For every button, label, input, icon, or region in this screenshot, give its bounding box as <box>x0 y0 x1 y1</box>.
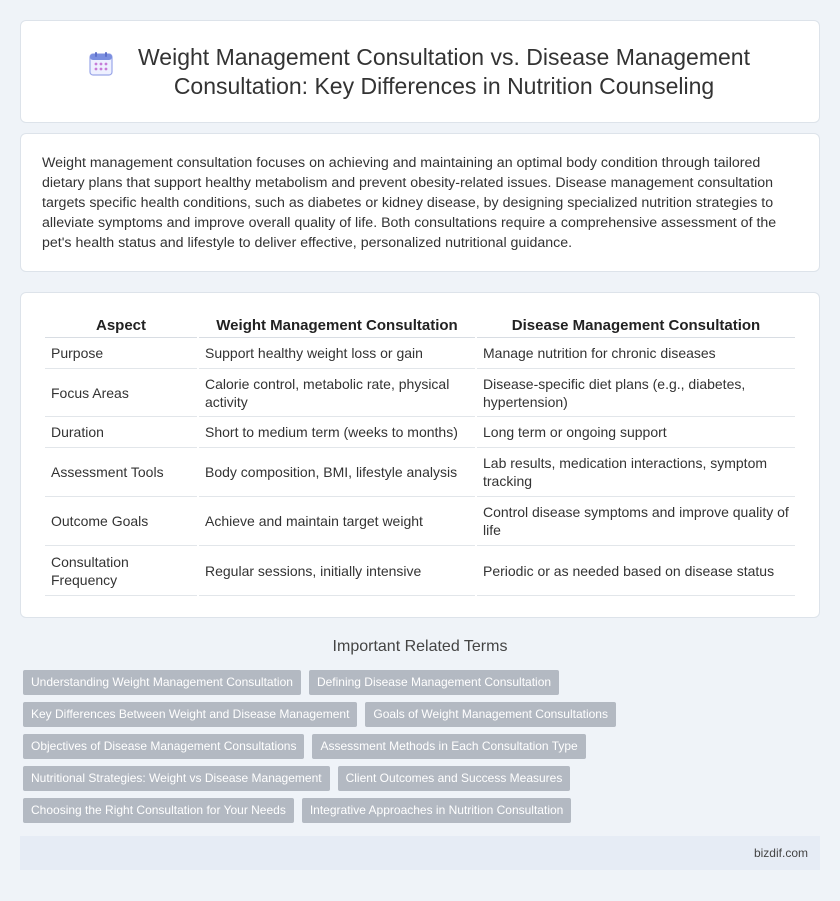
related-term-link[interactable]: Defining Disease Management Consultation <box>309 670 559 695</box>
related-term-link[interactable]: Understanding Weight Management Consultation <box>23 670 301 695</box>
table-row <box>45 546 795 596</box>
row-aspect: Focus Areas <box>45 369 197 417</box>
header-card <box>20 20 820 123</box>
table-row <box>45 338 795 369</box>
tag-row <box>23 766 813 792</box>
row-weight: Support healthy weight loss or gain <box>199 338 475 369</box>
related-term-link[interactable]: Objectives of Disease Management Consultations <box>23 734 304 759</box>
related-terms-list <box>23 670 813 830</box>
tag-row <box>23 702 813 728</box>
header-disease-management: Disease Management Consultation <box>477 312 795 338</box>
related-term-link[interactable]: Integrative Approaches in Nutrition Consultation <box>302 798 571 823</box>
calendar-icon <box>88 51 114 77</box>
related-terms-title: Important Related Terms <box>332 638 508 655</box>
header-weight-management: Weight Management Consultation <box>199 312 475 338</box>
row-aspect: Duration <box>45 417 197 448</box>
comparison-table-card <box>20 292 820 618</box>
row-disease: Disease-specific diet plans (e.g., diabetes, hypertension) <box>477 369 795 417</box>
table-header-row <box>45 312 795 338</box>
row-weight: Body composition, BMI, lifestyle analysis <box>199 448 475 497</box>
intro-paragraph: Weight management consultation focuses on achieving and maintaining an optimal body condition through tailored dietary plans that support healthy metabolism and prevent obesity-related issues. Disease management consultation targets specific health conditions, such as diabetes or kidney disease, by designing specialized nutrition strategies to alleviate symptoms and improve overall quality of life. Both consultations require a comprehensive assessment of the pet's health status and lifestyle to deliver effective, personalized nutritional guidance. <box>42 155 777 251</box>
row-weight: Calorie control, metabolic rate, physical activity <box>199 369 475 417</box>
page-title: Weight Management Consultation vs. Disease Management Consultation: Key Differences in Nutrition Counseling <box>138 43 750 99</box>
header-aspect: Aspect <box>45 312 197 338</box>
footer-site-link[interactable]: bizdif.com <box>753 846 808 860</box>
row-weight: Regular sessions, initially intensive <box>199 546 475 596</box>
tag-row <box>23 798 813 824</box>
table-row <box>45 369 795 417</box>
row-aspect: Outcome Goals <box>45 497 197 546</box>
related-term-link[interactable]: Goals of Weight Management Consultations <box>365 702 616 727</box>
row-disease: Long term or ongoing support <box>477 417 795 448</box>
footer <box>20 836 820 870</box>
title-wrap <box>70 43 770 101</box>
table-row <box>45 417 795 448</box>
related-term-link[interactable]: Choosing the Right Consultation for Your Needs <box>23 798 294 823</box>
row-disease: Manage nutrition for chronic diseases <box>477 338 795 369</box>
row-aspect: Assessment Tools <box>45 448 197 497</box>
row-aspect: Consultation Frequency <box>45 546 197 596</box>
row-disease: Lab results, medication interactions, symptom tracking <box>477 448 795 497</box>
row-weight: Achieve and maintain target weight <box>199 497 475 546</box>
related-term-link[interactable]: Nutritional Strategies: Weight vs Disease Management <box>23 766 330 791</box>
intro-card <box>20 133 820 272</box>
row-disease: Control disease symptoms and improve quality of life <box>477 497 795 546</box>
related-term-link[interactable]: Client Outcomes and Success Measures <box>338 766 571 791</box>
row-aspect: Purpose <box>45 338 197 369</box>
comparison-table <box>43 312 797 596</box>
row-weight: Short to medium term (weeks to months) <box>199 417 475 448</box>
table-row <box>45 448 795 497</box>
related-term-link[interactable]: Key Differences Between Weight and Disease Management <box>23 702 357 727</box>
row-disease: Periodic or as needed based on disease status <box>477 546 795 596</box>
related-term-link[interactable]: Assessment Methods in Each Consultation Type <box>312 734 585 759</box>
tag-row <box>23 734 813 760</box>
tag-row <box>23 670 813 696</box>
table-row <box>45 497 795 546</box>
